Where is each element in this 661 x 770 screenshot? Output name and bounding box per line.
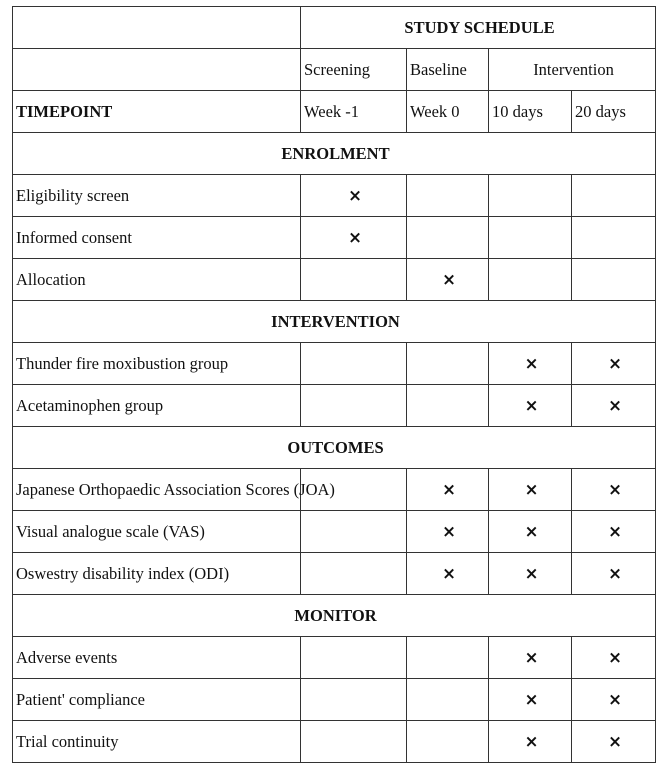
empty-cell — [301, 343, 407, 385]
study-schedule-heading: STUDY SCHEDULE — [301, 7, 656, 49]
empty-cell — [301, 637, 407, 679]
row-label: Trial continuity — [13, 721, 301, 763]
row-label: Allocation — [13, 259, 301, 301]
schedule-row — [13, 469, 656, 511]
cross-mark-icon — [572, 343, 656, 385]
row-label: Eligibility screen — [13, 175, 301, 217]
empty-cell — [301, 553, 407, 595]
cross-mark-icon — [572, 679, 656, 721]
cross-mark-icon — [489, 343, 572, 385]
cross-mark-icon — [407, 553, 489, 595]
cross-mark-icon — [489, 511, 572, 553]
empty-cell — [572, 175, 656, 217]
section-row — [13, 301, 656, 343]
empty-cell — [301, 385, 407, 427]
cross-mark-icon — [489, 721, 572, 763]
section-title: ENROLMENT — [13, 133, 656, 175]
empty-cell — [301, 259, 407, 301]
row-label: Thunder fire moxibustion group — [13, 343, 301, 385]
schedule-row — [13, 175, 656, 217]
schedule-row — [13, 679, 656, 721]
empty-cell — [572, 259, 656, 301]
timepoint-week-minus-1: Week -1 — [301, 91, 407, 133]
phase-screening: Screening — [301, 49, 407, 91]
empty-cell — [572, 217, 656, 259]
section-title: INTERVENTION — [13, 301, 656, 343]
cross-mark-icon — [572, 511, 656, 553]
empty-cell — [407, 385, 489, 427]
cross-mark-icon — [301, 217, 407, 259]
cross-mark-icon — [407, 259, 489, 301]
row-label: Acetaminophen group — [13, 385, 301, 427]
row-label: Patient' compliance — [13, 679, 301, 721]
cross-mark-icon — [572, 385, 656, 427]
section-row — [13, 427, 656, 469]
section-title: MONITOR — [13, 595, 656, 637]
section-row — [13, 133, 656, 175]
schedule-row — [13, 343, 656, 385]
empty-cell — [407, 343, 489, 385]
cross-mark-icon — [489, 553, 572, 595]
cross-mark-icon — [572, 721, 656, 763]
header-blank-cell — [13, 7, 301, 49]
cross-mark-icon — [407, 511, 489, 553]
timepoint-20-days: 20 days — [572, 91, 656, 133]
header-row-timepoints — [13, 91, 656, 133]
phase-baseline: Baseline — [407, 49, 489, 91]
section-title: OUTCOMES — [13, 427, 656, 469]
cross-mark-icon — [489, 385, 572, 427]
empty-cell — [301, 721, 407, 763]
schedule-row — [13, 385, 656, 427]
empty-cell — [407, 679, 489, 721]
row-label: Adverse events — [13, 637, 301, 679]
cross-mark-icon — [572, 469, 656, 511]
empty-cell — [489, 217, 572, 259]
row-label: Informed consent — [13, 217, 301, 259]
schedule-row — [13, 637, 656, 679]
schedule-row — [13, 217, 656, 259]
cross-mark-icon — [572, 553, 656, 595]
schedule-row — [13, 721, 656, 763]
cross-mark-icon — [489, 637, 572, 679]
empty-cell — [301, 511, 407, 553]
timepoint-week-0: Week 0 — [407, 91, 489, 133]
row-label: Visual analogue scale (VAS) — [13, 511, 301, 553]
empty-cell — [489, 175, 572, 217]
cross-mark-icon — [407, 469, 489, 511]
header-row-title — [13, 7, 656, 49]
schedule-row — [13, 511, 656, 553]
empty-cell — [407, 721, 489, 763]
schedule-row — [13, 259, 656, 301]
timepoint-10-days: 10 days — [489, 91, 572, 133]
header-blank-cell — [13, 49, 301, 91]
cross-mark-icon — [301, 175, 407, 217]
row-label: Japanese Orthopaedic Association Scores (JOA) — [13, 469, 301, 511]
timepoint-label: TIMEPOINT — [13, 91, 301, 133]
header-row-phases — [13, 49, 656, 91]
empty-cell — [407, 175, 489, 217]
empty-cell — [489, 259, 572, 301]
cross-mark-icon — [489, 469, 572, 511]
cross-mark-icon — [489, 679, 572, 721]
row-label: Oswestry disability index (ODI) — [13, 553, 301, 595]
empty-cell — [407, 217, 489, 259]
schedule-row — [13, 553, 656, 595]
cross-mark-icon — [572, 637, 656, 679]
study-schedule-table — [12, 6, 656, 763]
section-row — [13, 595, 656, 637]
empty-cell — [407, 637, 489, 679]
empty-cell — [301, 679, 407, 721]
phase-intervention: Intervention — [489, 49, 656, 91]
